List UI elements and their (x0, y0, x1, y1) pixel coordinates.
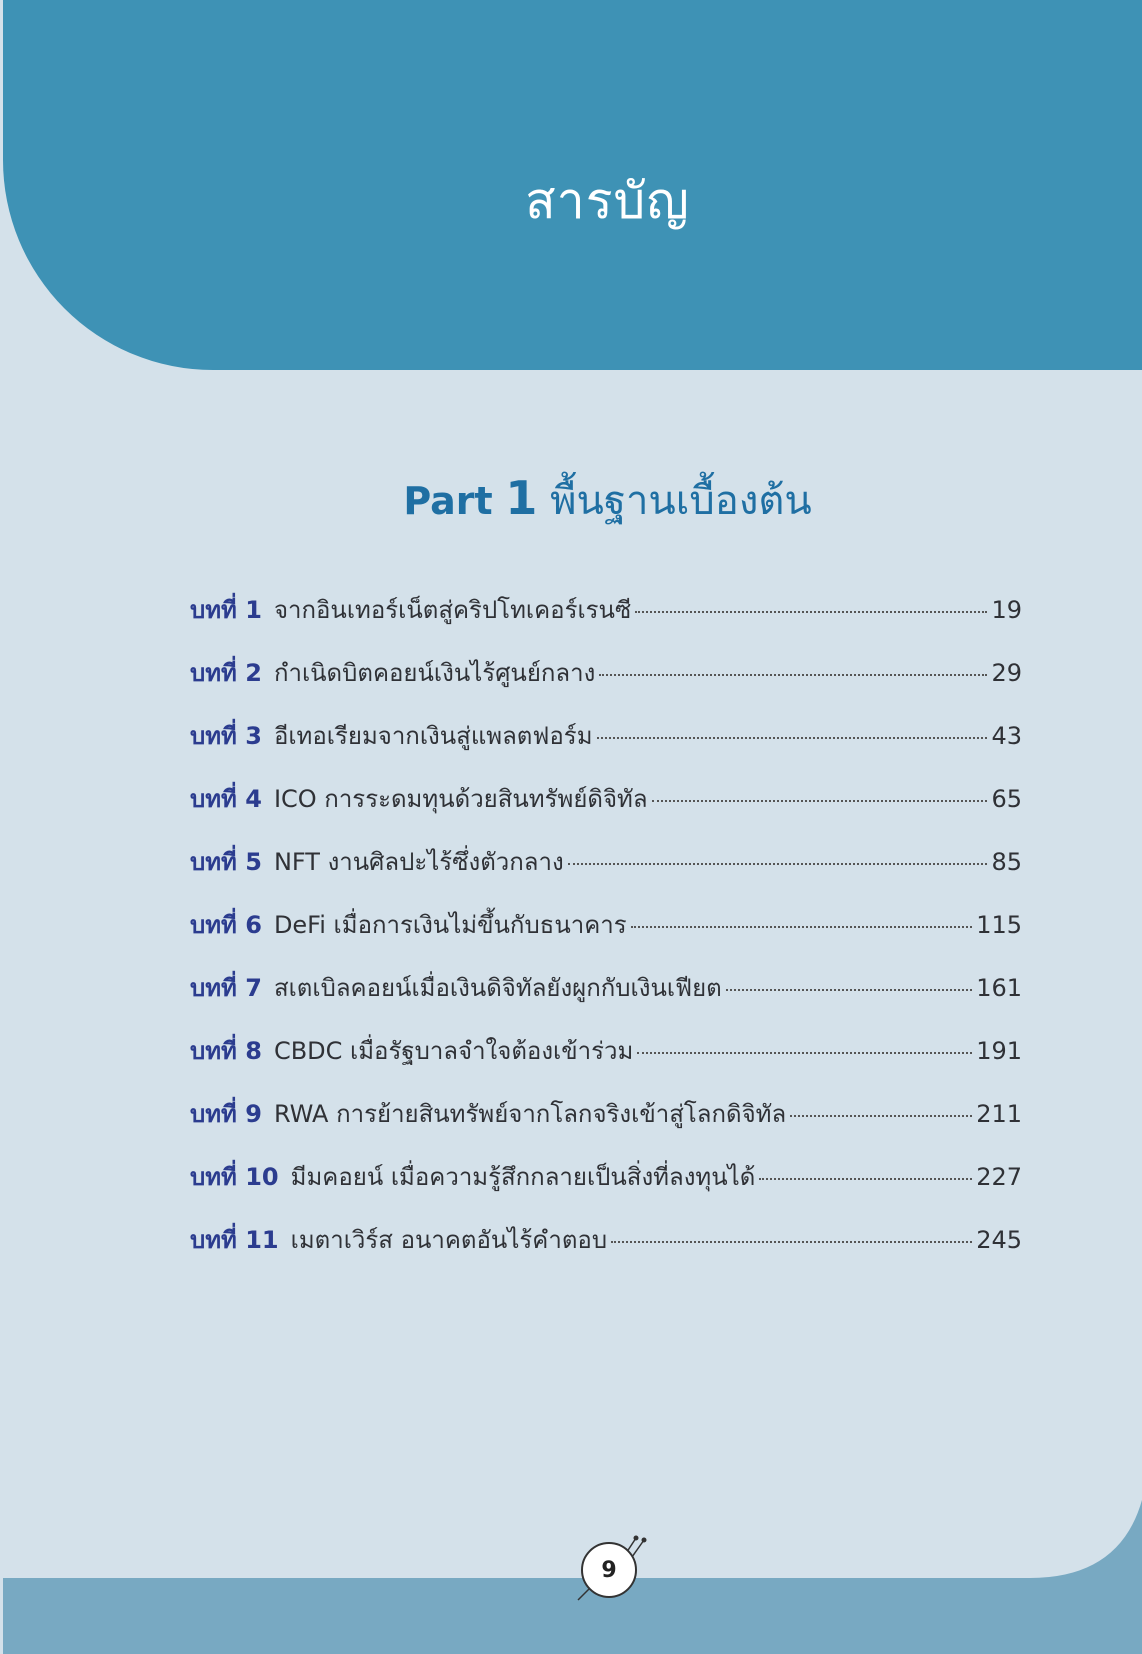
page-number: 211 (976, 1100, 1022, 1128)
dot-leader (631, 926, 973, 928)
toc-row[interactable] (190, 842, 1022, 905)
chapter-title: อีเทอเรียมจากเงินสู่แพลตฟอร์ม (273, 722, 593, 750)
table-of-contents (190, 590, 1022, 1283)
page-number: 227 (976, 1163, 1022, 1191)
chapter-title: มีมคอยน์ เมื่อความรู้สึกกลายเป็นสิ่งที่ลงทุนได้ (290, 1163, 756, 1191)
toc-row[interactable] (190, 1031, 1022, 1094)
toc-row[interactable] (190, 590, 1022, 653)
toc-row[interactable] (190, 905, 1022, 968)
page-number: 43 (991, 722, 1022, 750)
page-number: 191 (976, 1037, 1022, 1065)
page-title: สารบัญ (525, 172, 690, 230)
page-number: 245 (976, 1226, 1022, 1254)
chapter-title: จากอินเทอร์เน็ตสู่คริปโทเคอร์เรนซี (273, 596, 632, 624)
chapter-title: DeFi เมื่อการเงินไม่ขึ้นกับธนาคาร (273, 911, 627, 939)
toc-row[interactable] (190, 1094, 1022, 1157)
chapter-label: บทที่ 11 (190, 1226, 279, 1254)
part-label: Part (403, 479, 493, 523)
dot-leader (726, 989, 972, 991)
chapter-title: เมตาเวิร์ส อนาคตอันไร้คำตอบ (290, 1226, 608, 1254)
chapter-label: บทที่ 4 (190, 785, 262, 813)
chapter-label: บทที่ 6 (190, 911, 262, 939)
part-heading (0, 468, 1142, 532)
toc-row[interactable] (190, 968, 1022, 1031)
dot-leader (759, 1178, 972, 1180)
toc-row[interactable] (190, 779, 1022, 842)
dot-leader (652, 800, 988, 802)
page-number: 19 (991, 596, 1022, 624)
toc-row[interactable] (190, 716, 1022, 779)
chapter-title: RWA การย้ายสินทรัพย์จากโลกจริงเข้าสู่โลกดิจิทัล (273, 1100, 787, 1128)
dot-leader (599, 674, 987, 676)
toc-row[interactable] (190, 653, 1022, 716)
chapter-label: บทที่ 9 (190, 1100, 262, 1128)
page-number: 115 (976, 911, 1022, 939)
chapter-title: กำเนิดบิตคอยน์เงินไร้ศูนย์กลาง (273, 659, 596, 687)
dot-leader (597, 737, 988, 739)
dot-leader (635, 611, 987, 613)
chapter-label: บทที่ 3 (190, 722, 262, 750)
toc-row[interactable] (190, 1157, 1022, 1220)
dot-leader (568, 863, 988, 865)
page-number: 29 (991, 659, 1022, 687)
dot-leader (790, 1115, 972, 1117)
chapter-title: สเตเบิลคอยน์เมื่อเงินดิจิทัลยังผูกกับเงินเฟียต (273, 974, 722, 1002)
chapter-label: บทที่ 10 (190, 1163, 279, 1191)
chapter-label: บทที่ 5 (190, 848, 262, 876)
part-number: 1 (505, 471, 538, 525)
dot-leader (611, 1241, 972, 1243)
chapter-label: บทที่ 8 (190, 1037, 262, 1065)
page-number: 65 (991, 785, 1022, 813)
chapter-title: ICO การระดมทุนด้วยสินทรัพย์ดิจิทัล (273, 785, 648, 813)
part-title: พื้นฐานเบื้องต้น (550, 478, 812, 524)
chapter-label: บทที่ 1 (190, 596, 262, 624)
page-number: 161 (976, 974, 1022, 1002)
dot-leader (637, 1052, 972, 1054)
chapter-label: บทที่ 2 (190, 659, 262, 687)
chapter-title: NFT งานศิลปะไร้ซึ่งตัวกลาง (273, 848, 564, 876)
toc-row[interactable] (190, 1220, 1022, 1283)
chapter-title: CBDC เมื่อรัฐบาลจำใจต้องเข้าร่วม (273, 1037, 634, 1065)
chapter-label: บทที่ 7 (190, 974, 262, 1002)
page-number-badge: 9 (581, 1542, 637, 1598)
page-number: 85 (991, 848, 1022, 876)
